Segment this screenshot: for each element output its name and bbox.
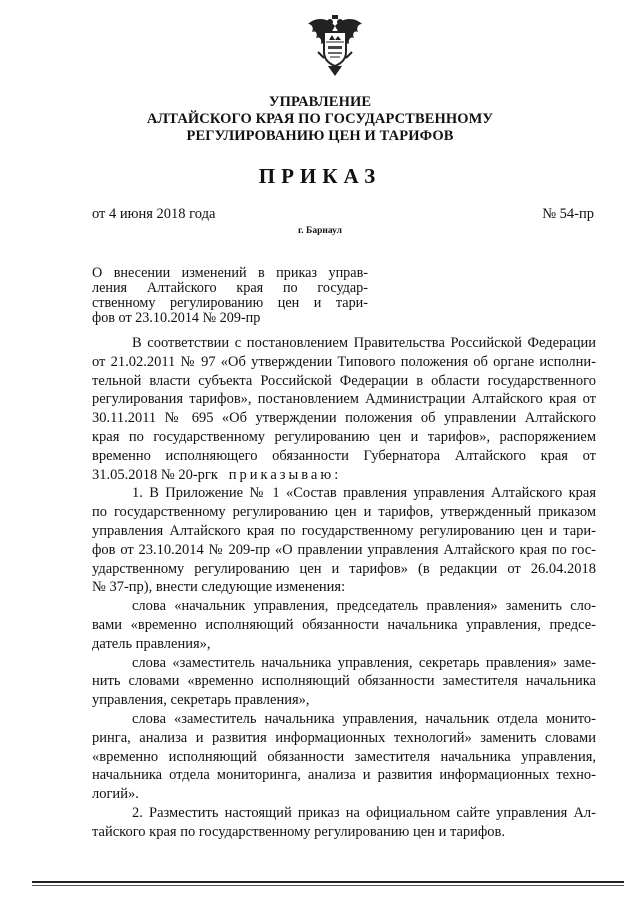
body-line: временно исполняющего обязанности Губернатора Алтайского края от [92, 447, 596, 464]
body-line: ударственному регулированию цен и тарифов» (в редакции от 26.04.2018 [92, 560, 596, 577]
body-line: тайского края по государственному регулированию цен и тарифов. [92, 823, 506, 840]
body-line: от 21.02.2011 № 97 «Об утверждении Типового положения об органе исполни- [92, 353, 596, 370]
header-line-2: АЛТАЙСКОГО КРАЯ ПО ГОСУДАРСТВЕННОМУ [146, 111, 494, 127]
body-line: 2. Разместить настоящий приказ на официальном сайте управления Ал- [132, 804, 596, 821]
subject-line: фов от 23.10.2014 № 209-пр [92, 310, 261, 326]
coat-of-arms-emblem [304, 12, 366, 80]
document-body [92, 334, 596, 842]
body-line: 30.11.2011 № 695 «Об утверждении положения об управлении Алтайского [92, 410, 596, 427]
body-line: фов от 23.10.2014 № 209-пр «О правлении управления Алтайского края по гос- [92, 541, 596, 558]
body-line: тельной власти субъекта Российской Федерации в области государственного [92, 372, 596, 389]
scan-edge-line [32, 881, 624, 883]
body-line: регулирования тарифов», постановлением Администрации Алтайского края от [92, 391, 596, 408]
body-line: № 37-пр), внести следующие изменения: [92, 579, 346, 596]
subject-line: ления Алтайского края по государ- [92, 280, 368, 296]
body-line: ринга, анализа и развития информационных технологий» заменить словами [92, 729, 596, 746]
body-line: начальника отдела мониторинга, анализа и развития информационных техно- [92, 767, 596, 784]
document-title: ПРИКАЗ [258, 164, 382, 188]
document-city: г. Барнаул [298, 226, 342, 236]
document-subject [92, 266, 368, 326]
document-date: от 4 июня 2018 года [92, 206, 216, 222]
subject-line: ственному регулированию цен и тари- [92, 295, 368, 311]
body-line: «временно исполняющий обязанности заместителя начальника управления, [92, 748, 596, 765]
body-line: нить словами «временно исполняющий обязанности заместителя начальника [92, 673, 596, 690]
subject-line: О внесении изменений в приказ управ- [92, 265, 368, 281]
body-line: 1. В Приложение № 1 «Состав правления управления Алтайского края [132, 485, 596, 502]
body-line: по государственному регулированию цен и тарифов, утвержденный приказом [92, 504, 596, 521]
header-line-3: РЕГУЛИРОВАНИЮ ЦЕН И ТАРИФОВ [186, 128, 454, 144]
body-line-date: 31.05.2018 № 20-ргк [92, 466, 218, 483]
body-line: слова «заместитель начальника управления, секретарь правления» заме- [132, 654, 596, 671]
body-line: слова «начальник управления, председатель правления» заменить сло- [132, 598, 596, 615]
body-line: слова «заместитель начальника управления, начальник отдела монито- [132, 710, 596, 727]
order-word: приказываю: [228, 466, 342, 483]
body-line: логий». [92, 786, 139, 803]
body-line: В соответствии с постановлением Правительства Российской Федерации [132, 335, 596, 351]
body-line: управления, секретарь правления», [92, 692, 310, 709]
scan-edge-line-secondary [32, 885, 624, 886]
header-line-1: УПРАВЛЕНИЕ [268, 94, 372, 110]
body-line: управления Алтайского края по государственному регулированию цен и тари- [92, 522, 596, 539]
body-line-order [92, 466, 596, 485]
body-line: датель правления», [92, 635, 211, 652]
body-line: вами «временно исполняющий обязанности начальника управления, предсе- [92, 616, 596, 633]
body-line: края по государственному регулированию цен и тарифов», распоряжением [92, 428, 596, 445]
document-number: № 54-пр [542, 206, 594, 222]
coat-of-arms-icon [304, 12, 366, 80]
